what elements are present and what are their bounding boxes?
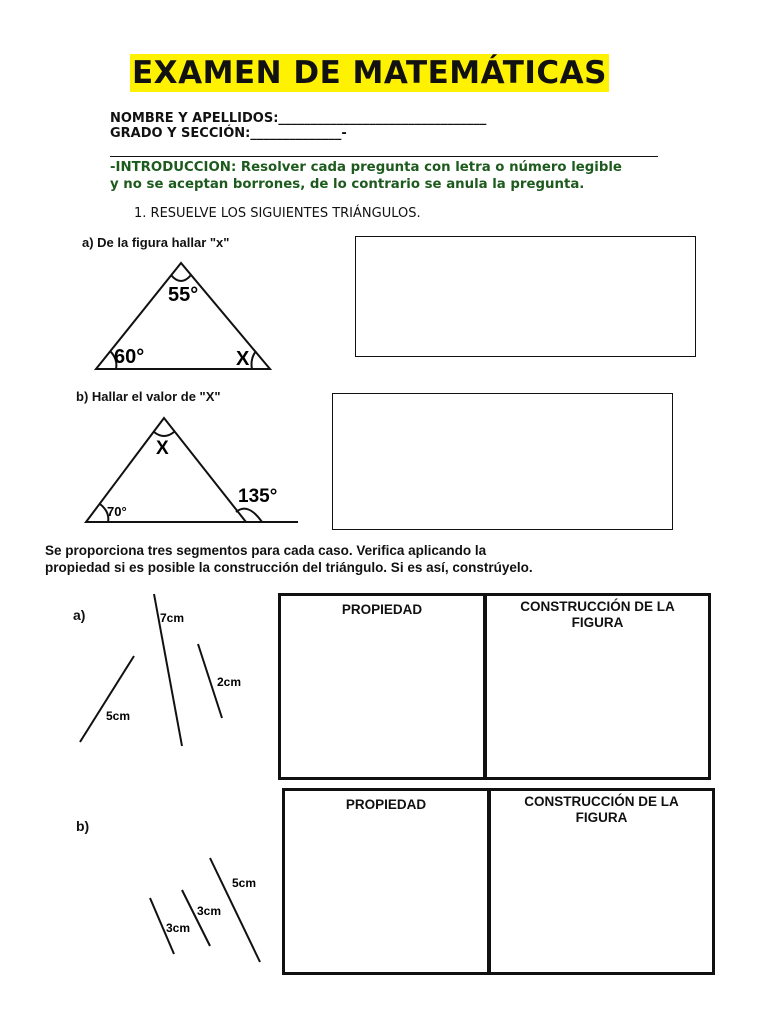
page-title: EXAMEN DE MATEMÁTICAS <box>132 55 607 91</box>
segment-3cm-b-1 <box>182 890 210 946</box>
case-a-construccion-header: CONSTRUCCIÓN DE LA FIGURA <box>520 599 675 630</box>
case-a-label: a) <box>73 607 86 623</box>
segment-5cm <box>80 656 134 742</box>
segment-3cm-b-2-label: 3cm <box>166 921 191 935</box>
intro-line-1: -INTRODUCCION: Resolver cada pregunta con letra o número legible <box>110 160 622 175</box>
triangle-b-top-arc <box>154 432 174 436</box>
triangle-b-exterior-angle: 135° <box>238 486 278 507</box>
case-b-propiedad-box[interactable] <box>282 788 490 975</box>
grade-field-label: GRADO Y SECCIÓN:______________- <box>110 126 347 141</box>
triangle-a-top-angle: 55° <box>168 284 199 306</box>
segment-3cm-b-1-label: 3cm <box>197 904 222 918</box>
segment-2cm-label: 2cm <box>217 675 242 689</box>
case-a-propiedad-box[interactable] <box>278 593 486 780</box>
triangle-b-left-angle: 70° <box>107 504 127 519</box>
intro-line-2: y no se aceptan borrones, de lo contrario se anula la pregunta. <box>110 177 585 192</box>
case-a-construccion-box[interactable] <box>484 593 711 780</box>
triangle-a-top-arc <box>171 275 191 281</box>
case-b-construccion-header: CONSTRUCCIÓN DE LA FIGURA <box>524 794 679 825</box>
triangle-a-left-angle: 60° <box>114 346 145 368</box>
case-b-label: b) <box>76 818 90 834</box>
part-b-label: b) Hallar el valor de "X" <box>76 389 221 404</box>
segment-7cm-label: 7cm <box>160 611 185 625</box>
case-b-propiedad-header: PROPIEDAD <box>345 797 427 812</box>
triangle-a-right-angle: X <box>236 348 250 370</box>
section-2-line-2: propiedad si es posible la construcción del triángulo. Si es así, constrúyelo. <box>45 560 533 575</box>
answer-box-a[interactable] <box>355 236 696 357</box>
segment-5cm-label: 5cm <box>106 709 131 723</box>
triangle-a-right-arc <box>252 351 257 369</box>
triangle-b-figure <box>80 410 305 530</box>
part-a-label: a) De la figura hallar "x" <box>82 235 230 250</box>
case-a-propiedad-header: PROPIEDAD <box>341 602 423 617</box>
case-b-segments <box>140 850 270 965</box>
intro-divider <box>110 156 658 157</box>
question-1-heading: 1. RESUELVE LOS SIGUIENTES TRIÁNGULOS. <box>134 206 421 221</box>
triangle-a-figure <box>80 255 280 375</box>
name-field-label: NOMBRE Y APELLIDOS:________________________________ <box>110 111 487 126</box>
segment-5cm-b-label: 5cm <box>232 876 257 890</box>
section-2-line-1: Se proporciona tres segmentos para cada caso. Verifica aplicando la <box>45 543 487 558</box>
triangle-b-top-angle: X <box>156 438 169 459</box>
answer-box-b[interactable] <box>332 393 673 530</box>
case-a-segments <box>70 588 260 753</box>
case-b-construccion-box[interactable] <box>488 788 715 975</box>
